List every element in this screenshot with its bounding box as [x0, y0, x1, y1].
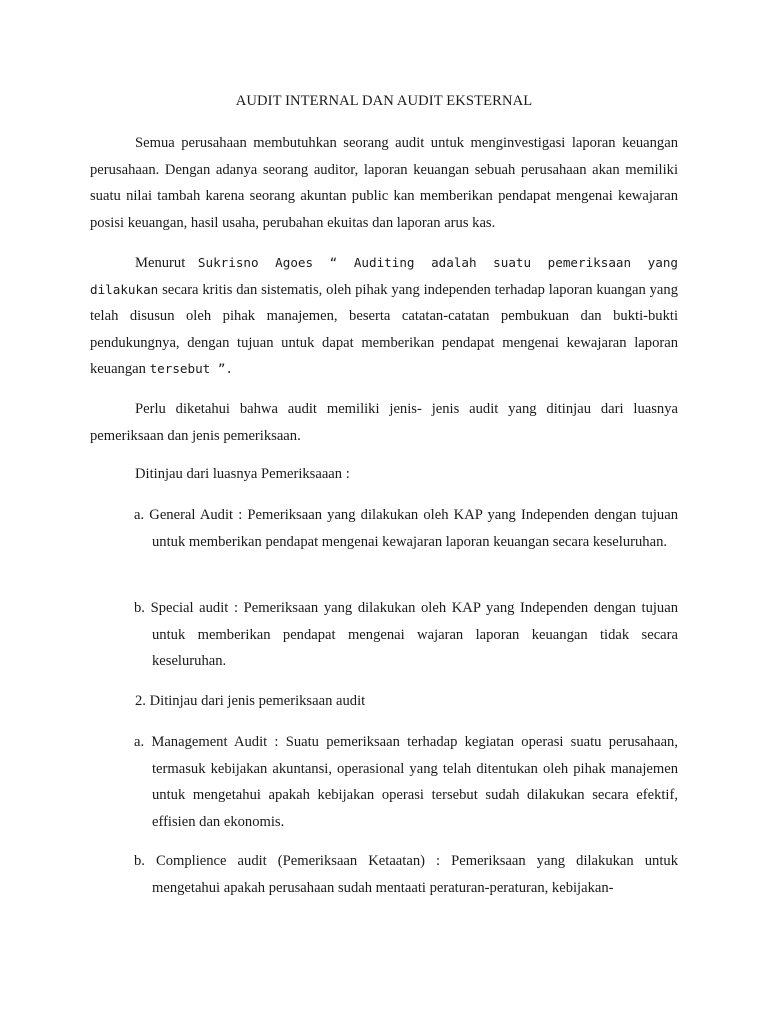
list-item-special-audit: b. Special audit : Pemeriksaan yang dilakukan oleh KAP yang Independen dengan tujuan untuk memberikan pendapat mengenai wajaran laporan keuangan tidak secara keseluruhan.: [134, 600, 678, 669]
paragraph-definition: [90, 250, 678, 383]
list-item-general-audit: a. General Audit : Pemeriksaan yang dilakukan oleh KAP yang Independen dengan tujuan untuk memberikan pendapat mengenai kewajaran laporan keuangan secara keseluruhan.: [134, 507, 678, 550]
definition-body: secara kritis dan sistematis, oleh pihak yang independen terhadap laporan kuangan yang telah disusun oleh pihak manajemen, beserta catatan-catatan pembukuan dan bukti-bukti pendukungnya, dengan tujuan untuk dapat memberikan pendapat mengenai kewajaran laporan keuangan: [90, 281, 678, 377]
paragraph-types: Perlu diketahui bahwa audit memiliki jenis- jenis audit yang ditinjau dari luasnya pemeriksaan dan jenis pemeriksaan.: [90, 401, 678, 444]
list-item-compliance-audit: b. Complience audit (Pemeriksaan Ketaatan) : Pemeriksaan yang dilakukan untuk mengetahui apakah perusahaan sudah mentaati peraturan-peraturan, kebijakan-: [134, 853, 678, 896]
list-item-management-audit: a. Management Audit : Suatu pemeriksaan terhadap kegiatan operasi suatu perusahaan, termasuk kebijakan akuntansi, operasional yang telah ditentukan oleh pihak manajemen untuk mengetahui apakah kebijakan operasi tersebut sudah dilakukan secara efektif, effisien dan ekonomis.: [134, 734, 678, 830]
definition-quote: Sukrisno Agoes “ Auditing adalah suatu pemeriksaan yang dilakukan: [90, 255, 678, 297]
definition-lead: Menurut: [135, 255, 198, 271]
definition-end: tersebut ”.: [149, 361, 233, 376]
section-heading-type: 2. Ditinjau dari jenis pemeriksaan audit: [135, 693, 366, 709]
paragraph-intro: Semua perusahaan membutuhkan seorang audit untuk menginvestigasi laporan keuangan perusahaan. Dengan adanya seorang auditor, laporan keuangan sebuah perusahaan akan memiliki suatu nilai tambah karena seorang akuntan public kan memberikan pendapat mengenai kewajaran posisi keuangan, hasil usaha, perubahan ekuitas dan laporan arus kas.: [90, 135, 678, 231]
section-heading-scope: Ditinjau dari luasnya Pemeriksaaan :: [135, 466, 350, 482]
document-title: AUDIT INTERNAL DAN AUDIT EKSTERNAL: [235, 93, 533, 109]
